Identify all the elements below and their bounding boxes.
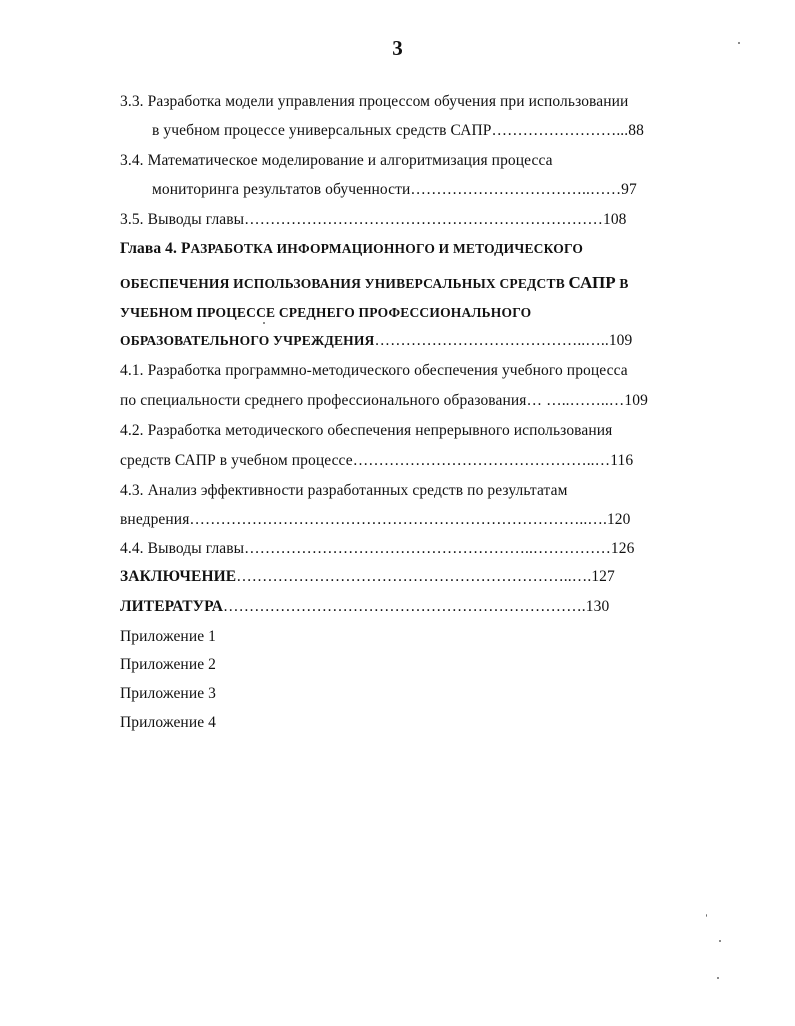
toc-3-3-line-1: 3.3. Разработка модели управления процессом обучения при использовании bbox=[120, 93, 629, 110]
chapter-4-title-part-3: УЧЕБНОМ ПРОЦЕССЕ СРЕДНЕГО ПРОФЕССИОНАЛЬНОГО bbox=[120, 305, 532, 320]
literature-label: ЛИТЕРАТУРА bbox=[120, 598, 223, 615]
page-number: 3 bbox=[392, 36, 403, 60]
chapter-4-title-line-3 bbox=[120, 303, 531, 323]
chapter-4-title-part-4: ОБРАЗОВАТЕЛЬНОГО УЧРЕЖДЕНИЯ bbox=[120, 333, 375, 348]
toc-conclusion bbox=[120, 567, 615, 587]
toc-4-4: 4.4. Выводы главы………………………………………………..……………126 bbox=[120, 540, 635, 557]
appendix-2: Приложение 2 bbox=[120, 656, 217, 673]
scan-speck bbox=[719, 940, 721, 942]
scan-speck bbox=[706, 914, 707, 917]
scan-speck bbox=[717, 977, 719, 979]
scan-speck bbox=[263, 322, 265, 324]
toc-4-2-line-1: 4.2. Разработка методического обеспечения непрерывного использования bbox=[120, 422, 613, 439]
toc-4-1-line-2: по специальности среднего профессионального образования… …..……..…109 bbox=[120, 392, 648, 409]
chapter-4-title-rest: АЗРАБОТКА ИНФОРМАЦИОННОГО И МЕТОДИЧЕСКОГО bbox=[190, 241, 584, 256]
toc-4-3-line-1: 4.3. Анализ эффективности разработанных средств по результатам bbox=[120, 482, 568, 499]
appendix-3: Приложение 3 bbox=[120, 685, 217, 702]
chapter-4-title-line-4 bbox=[120, 331, 632, 351]
toc-3-5: 3.5. Выводы главы……………………………………………………………108 bbox=[120, 211, 627, 228]
chapter-4-prefix: Глава 4. bbox=[120, 240, 181, 257]
toc-3-4-line-1: 3.4. Математическое моделирование и алгоритмизация процесса bbox=[120, 152, 553, 169]
chapter-4-title-sapr: САПР bbox=[568, 273, 616, 292]
appendix-4: Приложение 4 bbox=[120, 714, 217, 731]
chapter-4-title-line-2 bbox=[120, 273, 629, 294]
toc-4-1-line-1: 4.1. Разработка программно-методического обеспечения учебного процесса bbox=[120, 362, 628, 379]
toc-literature bbox=[120, 597, 609, 617]
conclusion-page: ………………………………………………………..….127 bbox=[236, 568, 615, 585]
toc-4-2-line-2: средств САПР в учебном процессе………………………………………..…116 bbox=[120, 452, 634, 469]
chapter-4-title-part: ОБЕСПЕЧЕНИЯ ИСПОЛЬЗОВАНИЯ УНИВЕРСАЛЬНЫХ СРЕДСТВ bbox=[120, 276, 569, 291]
scan-speck bbox=[738, 42, 740, 44]
toc-3-4-line-2: мониторинга результатов обученности……………………………..……97 bbox=[152, 181, 637, 198]
chapter-4-page: …………………………………..…..109 bbox=[374, 332, 633, 349]
chapter-4-title-line-1 bbox=[120, 239, 583, 259]
toc-3-3-line-2: в учебном процессе универсальных средств САПР……………………...88 bbox=[152, 122, 644, 139]
chapter-4-title-end: В bbox=[615, 276, 629, 291]
literature-page: …………………………………………………………….130 bbox=[223, 598, 610, 615]
conclusion-label: ЗАКЛЮЧЕНИЕ bbox=[120, 568, 237, 585]
toc-4-3-line-2: внедрения…………………………………………………………………..….120 bbox=[120, 511, 631, 528]
appendix-1: Приложение 1 bbox=[120, 628, 217, 645]
chapter-4-first-letter: Р bbox=[180, 240, 191, 257]
